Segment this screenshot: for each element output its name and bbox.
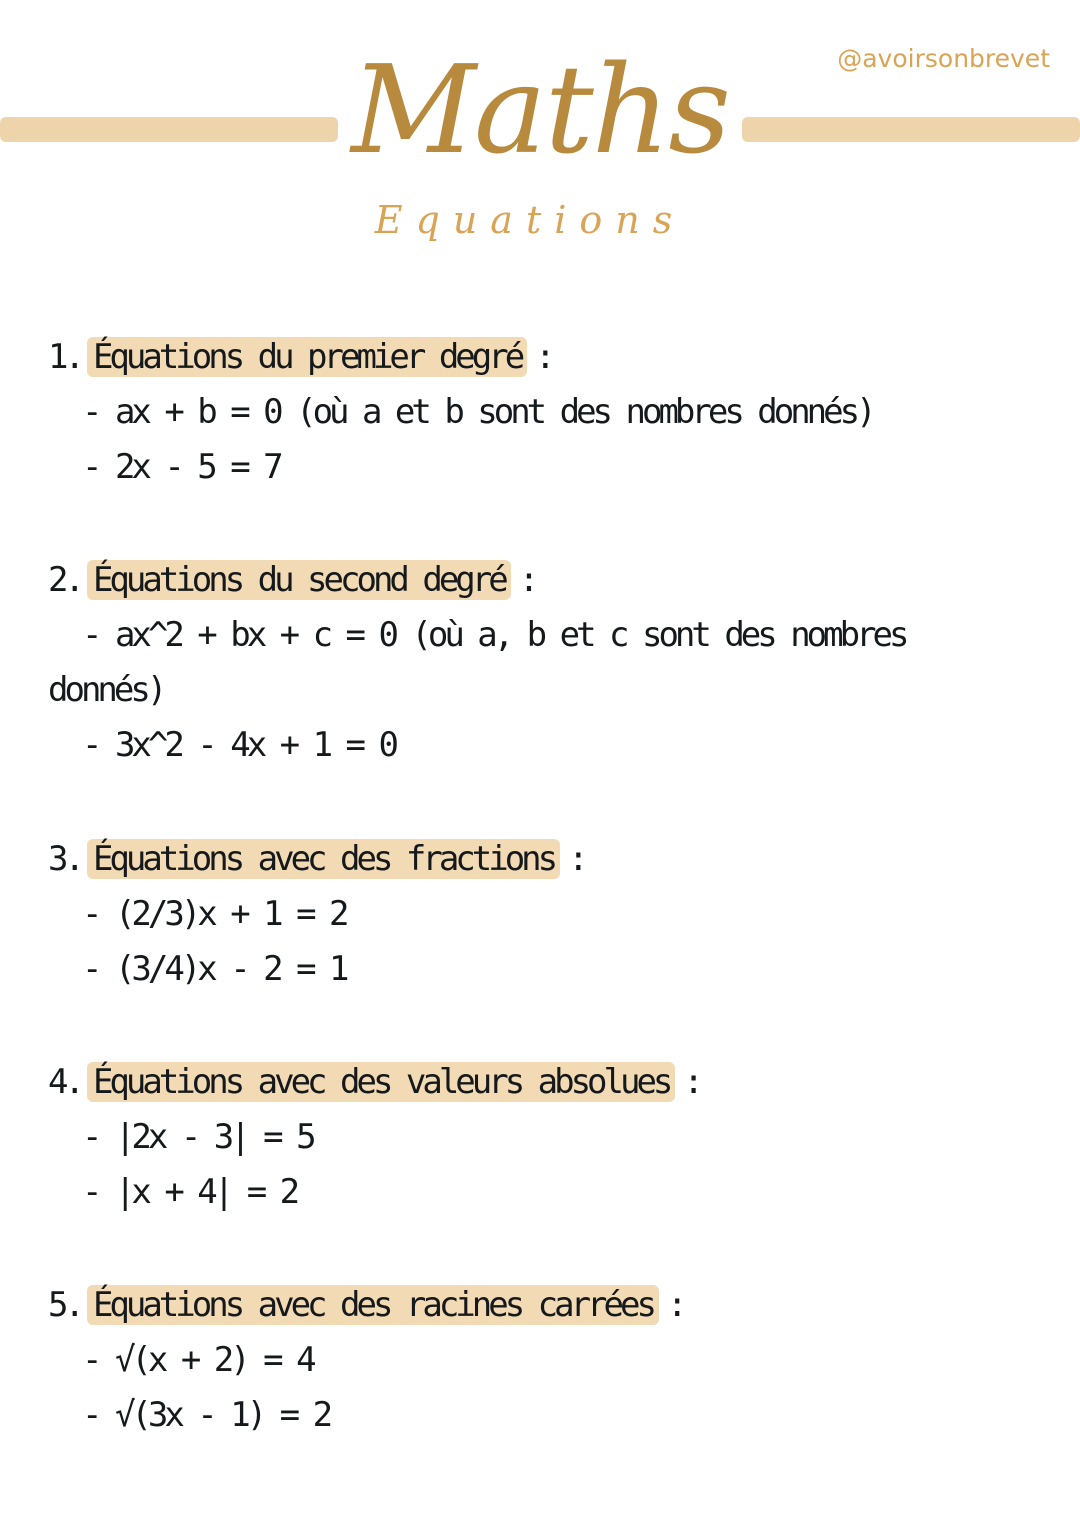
section-heading-text: Équations avec des valeurs absolues xyxy=(87,1062,675,1102)
section-heading-text: Équations avec des racines carrées xyxy=(87,1285,659,1325)
section-fractions xyxy=(48,832,1048,997)
author-handle: @avoirsonbrevet xyxy=(837,44,1050,73)
section-heading xyxy=(48,1278,1048,1333)
equation-line-continuation: donnés) xyxy=(48,670,164,710)
section-number: 2. xyxy=(48,560,81,600)
section-number: 5. xyxy=(48,1285,81,1325)
section-heading-text: Équations du second degré xyxy=(87,560,511,600)
equation-line: - (3/4)x - 2 = 1 xyxy=(82,949,346,989)
equation-line: - ax^2 + bx + c = 0 (où a, b et c sont des nombres xyxy=(82,615,906,655)
section-heading xyxy=(48,330,1048,385)
equation-line: - |2x - 3| = 5 xyxy=(82,1117,313,1157)
equation-line: - |x + 4| = 2 xyxy=(82,1172,297,1212)
section-racines-carrees xyxy=(48,1278,1048,1443)
page-title: Maths xyxy=(351,39,729,181)
section-colon: : xyxy=(535,337,552,377)
section-heading xyxy=(48,553,1048,608)
section-number: 3. xyxy=(48,839,81,879)
section-colon: : xyxy=(518,560,536,600)
equation-line: - (2/3)x + 1 = 2 xyxy=(82,894,346,934)
section-heading-text: Équations avec des fractions xyxy=(87,839,560,879)
section-heading xyxy=(48,1055,1048,1110)
section-heading xyxy=(48,832,1048,887)
section-colon: : xyxy=(683,1062,700,1102)
section-heading-text: Équations du premier degré xyxy=(87,337,527,377)
equation-line: - ax + b = 0 (où a et b sont des nombres donnés) xyxy=(82,392,873,432)
section-colon: : xyxy=(666,1285,684,1325)
equation-line: - √(x + 2) = 4 xyxy=(82,1340,313,1380)
section-second-degre xyxy=(48,553,1048,773)
section-valeurs-absolues xyxy=(48,1055,1048,1220)
equation-line: - √(3x - 1) = 2 xyxy=(82,1395,330,1435)
equation-line: - 2x - 5 = 7 xyxy=(82,447,280,487)
section-premier-degre xyxy=(48,330,1048,495)
section-number: 4. xyxy=(48,1062,81,1102)
equation-line: - 3x^2 - 4x + 1 = 0 xyxy=(82,725,395,765)
section-number: 1. xyxy=(48,337,81,377)
page-subtitle: Equations xyxy=(374,198,686,242)
section-colon: : xyxy=(568,839,585,879)
